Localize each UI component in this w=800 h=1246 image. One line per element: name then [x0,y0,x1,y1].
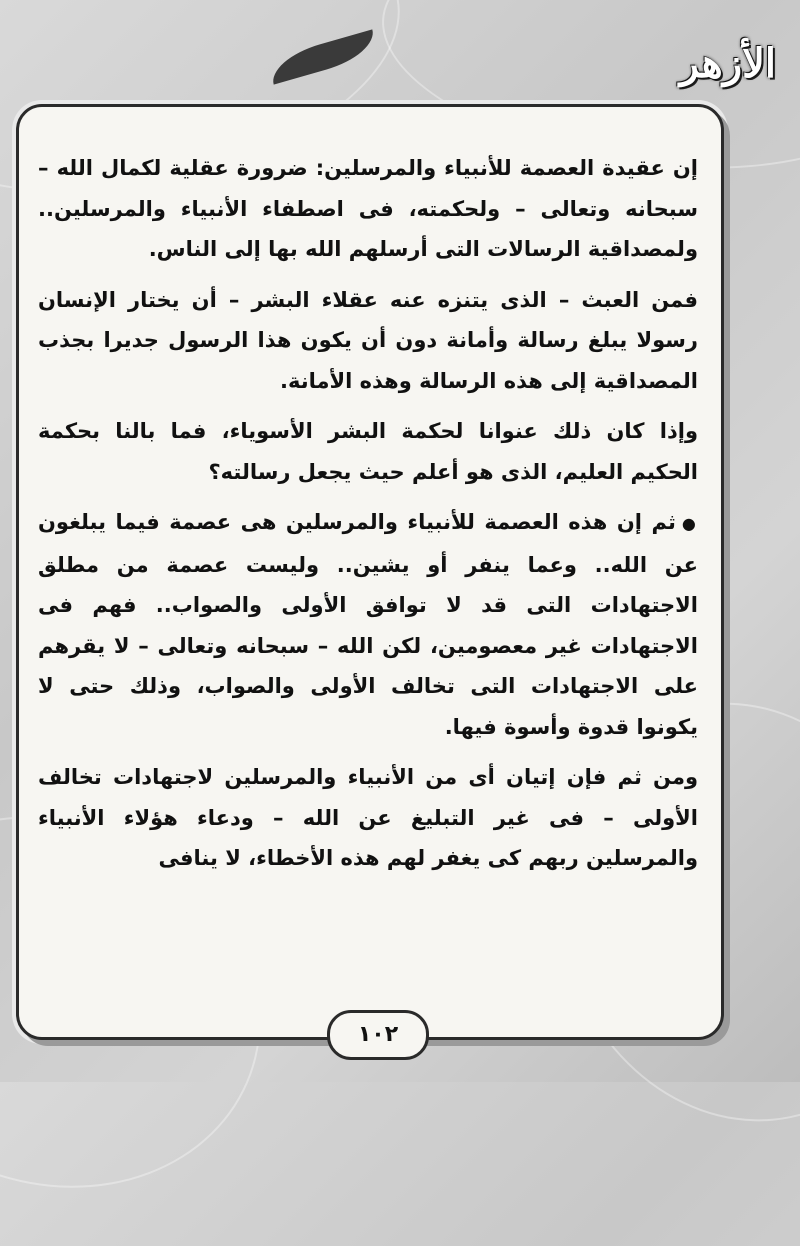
paragraph-2: فمن العبث – الذى يتنزه عنه عقلاء البشر – أن يختار الإنسان رسولا يبلغ رسالة وأمانة دون أن يكون هذا الرسول جديرا بجذب المصداقية إلى هذه الرسالة وهذه الأمانة. [38,287,698,393]
page-body [38,148,698,889]
paragraph-4 [38,502,698,747]
page-number: ١٠٢ [327,1010,429,1060]
paragraph-3: وإذا كان ذلك عنوانا لحكمة البشر الأسوياء، فما بالنا بحكمة الحكيم العليم، الذى هو أعلم حيث يجعل رسالته؟ [38,419,698,484]
paragraph-4-text: ثم إن هذه العصمة للأنبياء والمرسلين هى عصمة فيما يبلغون عن الله.. وعما ينفر أو يشين.. وليست عصمة من مطلق الاجتهادات التى قد لا توافق الأولى والصواب.. فهم فى الاجتهادات غير معصومين، لكن الله – سبحانه وتعالى – لا يقرهم على الاجتهادات التى تخالف الأولى والصواب، وذلك حتى لا يكونوا قدوة وأسوة فيها. [38,510,698,739]
bullet-icon: ● [681,514,698,533]
paragraph-5: ومن ثم فإن إتيان أى من الأنبياء والمرسلين لاجتهادات تخالف الأولى – فى غير التبليغ عن الله – ودعاء هؤلاء الأنبياء والمرسلين ربهم كى يغفر لهم هذه الأخطاء، لا ينافى [38,765,698,870]
azhar-logo: الأزهر [679,40,776,87]
paragraph-1: إن عقيدة العصمة للأنبياء والمرسلين: ضرورة عقلية لكمال الله – سبحانه وتعالى – ولحكمته، فى اصطفاء الأنبياء والمرسلين.. ولمصداقية الرسالات التى أرسلهم الله بها إلى الناس. [38,156,698,261]
